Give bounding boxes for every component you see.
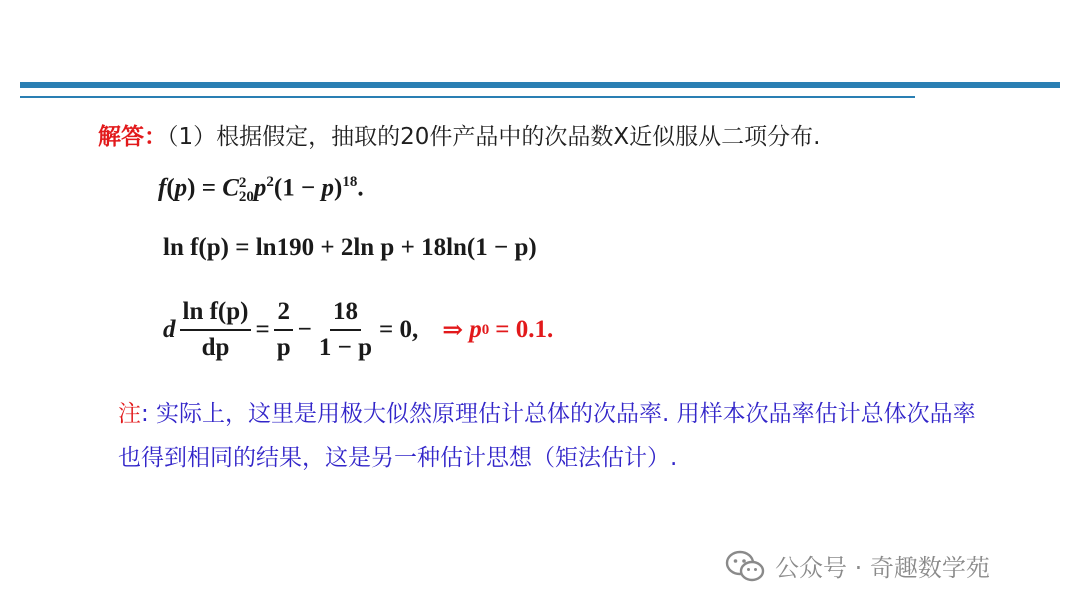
watermark-text: 公众号 · 奇趣数学苑 [775, 554, 990, 582]
eq3-num1: ln f(p) [180, 298, 252, 331]
eq3-num2: 2 [274, 298, 293, 331]
equation-likelihood: f(p) = C 2 20 $p^2(1 - p)^{18}$. [158, 174, 364, 205]
eq3-tail: = 0, [379, 316, 419, 343]
header-rule-thick [20, 82, 1060, 88]
eq3-p0: p [469, 316, 482, 343]
answer-text: （1）根据假定，抽取的20件产品中的次品数X近似服从二项分布. [167, 124, 821, 150]
eq3-d: d [163, 316, 176, 343]
eq3-frac-2 [274, 298, 294, 362]
header-rule-thin [20, 96, 915, 98]
watermark [725, 548, 990, 583]
eq1-C-sub: 20 [238, 188, 254, 205]
note-label: 注 [118, 401, 141, 427]
eq3-implies: ⇒ [442, 317, 464, 344]
eq3-num3: 18 [330, 298, 361, 331]
eq1-close: ) [334, 174, 343, 202]
answer-label: 解答： [98, 124, 167, 150]
eq1-exp: 18 [342, 174, 358, 190]
eq1-p-sup: 2 [266, 174, 274, 190]
equation-log-likelihood: ln f(p) = ln190 + 2ln p + 18ln(1 − p) [163, 234, 537, 261]
eq3-result: = 0.1. [495, 316, 554, 343]
wechat-icon [725, 550, 765, 582]
eq3-frac-1 [180, 298, 252, 362]
eq1-equals: = [201, 174, 216, 202]
eq1-f: f [158, 174, 167, 202]
eq1-end: . [357, 174, 364, 202]
answer-line [98, 118, 820, 151]
eq1-p3: p [321, 174, 334, 202]
eq3-minus: − [297, 316, 312, 343]
eq3-den1: dp [201, 334, 230, 361]
eq3-den3: 1 − p [318, 334, 373, 361]
eq3-den2: p [276, 334, 291, 361]
note-text: : 实际上，这里是用极大似然原理估计总体的次品率. 用样本次品率估计总体次品率也得到相同的结果，这是另一种估计思想（矩法估计）. [118, 401, 976, 471]
eq3-equals: = [255, 316, 270, 343]
equation-derivative [163, 298, 553, 362]
eq1-open: (1 − [273, 174, 316, 202]
eq1-C-sup: 2 [238, 174, 247, 191]
eq3-frac-3 [316, 298, 375, 362]
eq1-p2: p [253, 174, 267, 202]
eq3-p0-sub: 0 [481, 321, 490, 338]
note-paragraph [118, 392, 988, 480]
eq1-p: p [174, 174, 188, 202]
eq1-C: C [222, 174, 239, 202]
